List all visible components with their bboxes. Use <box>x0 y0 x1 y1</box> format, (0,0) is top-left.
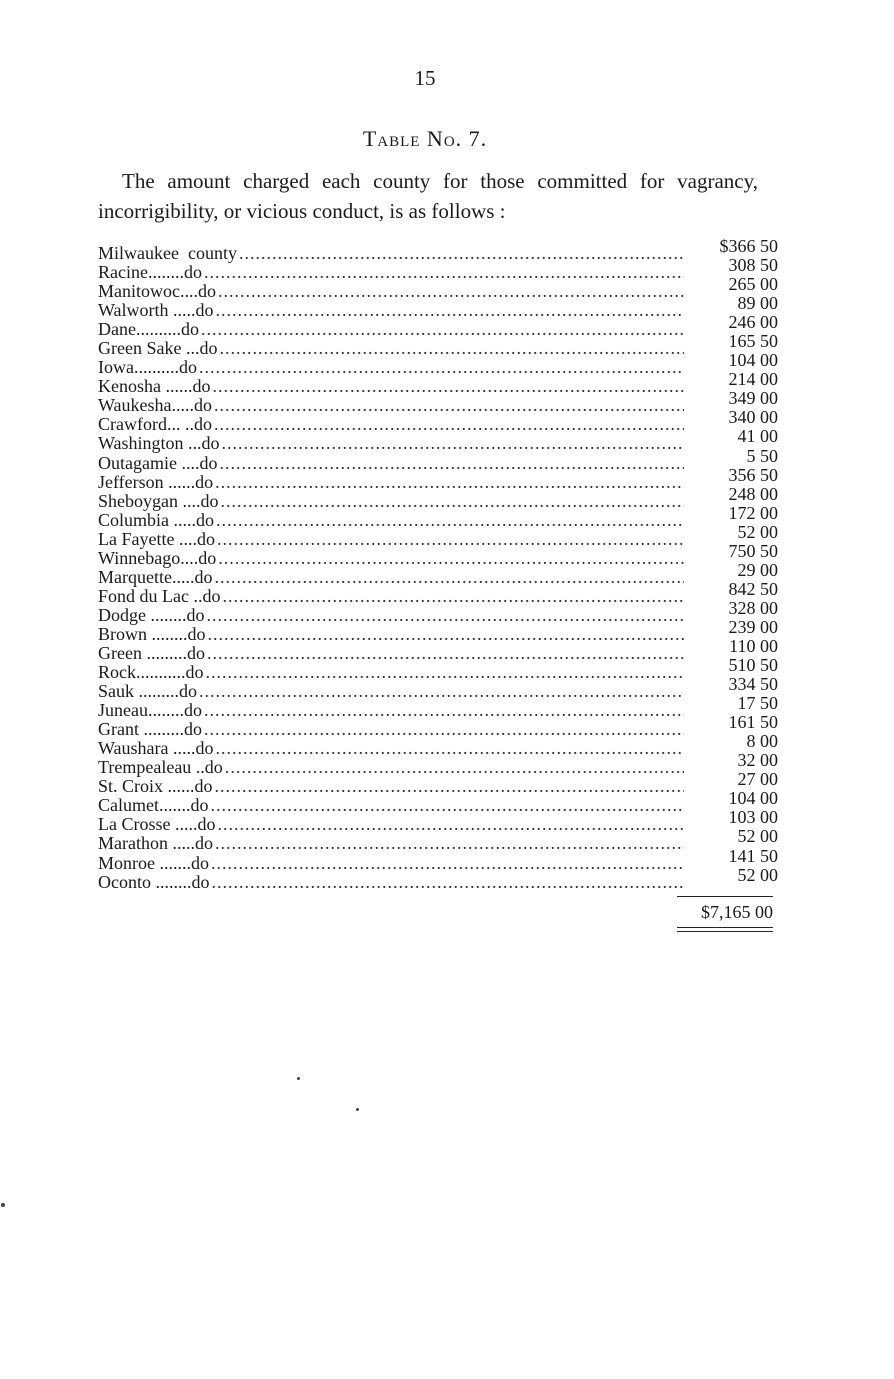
dot-leader <box>216 301 684 320</box>
charge-amount: 172 00 <box>728 502 778 523</box>
table-row <box>98 293 778 321</box>
charge-amount: 5 50 <box>746 445 778 466</box>
table-row <box>98 331 778 359</box>
table-row <box>98 807 778 835</box>
charge-amount: 510 50 <box>728 655 778 676</box>
county-name: La Crosse .....do <box>98 814 216 835</box>
county-name: Grant .........do <box>98 719 202 740</box>
dot-leader <box>212 873 685 892</box>
charge-amount: 41 00 <box>737 426 778 447</box>
county-name: Trempealeau ..do <box>98 757 223 778</box>
charge-amount: 104 00 <box>728 788 778 809</box>
charge-amount: 356 50 <box>728 464 778 485</box>
county-name: Kenosha ......do <box>98 376 211 397</box>
county-name: Dane..........do <box>98 319 199 340</box>
county-name: Washington ...do <box>98 433 220 454</box>
table-title: Table No. 7. <box>362 126 488 151</box>
county-name: Rock...........do <box>98 662 204 683</box>
charge-amount: 750 50 <box>728 540 778 561</box>
table-row <box>98 731 778 759</box>
dot-leader <box>211 854 684 873</box>
county-name: Waukesha.....do <box>98 395 213 416</box>
county-name: Crawford... ..do <box>98 414 212 435</box>
paper-speck <box>1 1203 5 1207</box>
county-name: St. Croix ......do <box>98 776 213 797</box>
dot-leader <box>207 644 684 663</box>
table-row <box>98 426 778 454</box>
dot-leader <box>225 758 684 777</box>
dot-leader <box>214 415 684 434</box>
dot-leader <box>215 834 684 853</box>
charge-amount: 17 50 <box>737 693 778 714</box>
table-row <box>98 559 778 587</box>
table-row <box>98 750 778 778</box>
table-row <box>98 635 778 663</box>
intro-paragraph: The amount charged each county for those committed for vagrancy, incorrigibility, or vicious conduct, is as follows : <box>98 169 758 223</box>
table-row <box>98 712 778 740</box>
total-rule <box>677 896 773 897</box>
dot-leader <box>207 606 685 625</box>
double-rule <box>677 927 773 932</box>
charge-amount: 340 00 <box>728 407 778 428</box>
dot-leader <box>221 492 685 511</box>
dot-leader <box>222 587 684 606</box>
charge-amount: 239 00 <box>728 616 778 637</box>
charge-amount: 246 00 <box>728 312 778 333</box>
charge-amount: 52 00 <box>737 521 778 542</box>
county-name: Green Sake ...do <box>98 338 218 359</box>
dot-leader <box>201 320 684 339</box>
dot-leader <box>214 396 684 415</box>
charge-amount: $366 50 <box>719 236 778 256</box>
dot-leader <box>211 796 685 815</box>
dot-leader <box>208 625 685 644</box>
county-charges-table <box>98 236 778 892</box>
county-name: Jefferson ......do <box>98 471 214 492</box>
county-name: Juneau........do <box>98 700 202 721</box>
dot-leader <box>204 720 684 739</box>
table-row <box>98 483 778 511</box>
table-row <box>98 826 778 854</box>
table-row <box>98 274 778 302</box>
table-row <box>98 788 778 816</box>
charge-amount: 328 00 <box>728 597 778 618</box>
dot-leader <box>199 358 684 377</box>
dot-leader <box>218 549 684 568</box>
table-row <box>98 502 778 530</box>
paper-speck <box>356 1108 359 1111</box>
dot-leader <box>204 263 684 282</box>
dot-leader <box>199 682 684 701</box>
county-name: Calumet.......do <box>98 795 209 816</box>
county-name: Walworth .....do <box>98 300 214 321</box>
dot-leader <box>206 663 685 682</box>
charge-amount: 308 50 <box>728 255 778 276</box>
dot-leader <box>218 282 684 301</box>
table-row <box>98 464 778 492</box>
charge-amount: 334 50 <box>728 674 778 695</box>
dot-leader <box>219 339 684 358</box>
charge-amount: 89 00 <box>737 293 778 314</box>
county-name: Green .........do <box>98 642 205 663</box>
county-name: Columbia .....do <box>98 509 214 530</box>
dot-leader <box>214 568 684 587</box>
table-row <box>98 369 778 397</box>
table-row <box>98 407 778 435</box>
county-name: Marathon .....do <box>98 833 213 854</box>
page-number: 15 <box>414 66 436 90</box>
county-name: Iowa..........do <box>98 357 197 378</box>
charge-amount: 103 00 <box>728 807 778 828</box>
county-name: Brown ........do <box>98 623 206 644</box>
charge-amount: 161 50 <box>728 712 778 733</box>
county-name: Dodge ........do <box>98 604 205 625</box>
county-name: Monroe .......do <box>98 852 209 873</box>
charge-amount: 265 00 <box>728 274 778 295</box>
dot-leader <box>216 511 684 530</box>
table-row <box>98 445 778 473</box>
dot-leader <box>217 815 684 834</box>
charge-amount: 104 00 <box>728 350 778 371</box>
county-name: Winnebago....do <box>98 547 217 568</box>
table-row <box>98 693 778 721</box>
table-row <box>98 578 778 606</box>
county-name: Outagamie ....do <box>98 452 218 473</box>
dot-leader <box>222 434 684 453</box>
charge-amount: 141 50 <box>728 845 778 866</box>
table-row <box>98 597 778 625</box>
table-row <box>98 655 778 683</box>
charge-amount: 165 50 <box>728 331 778 352</box>
county-name: La Fayette ....do <box>98 528 215 549</box>
county-name: Sheboygan ....do <box>98 490 219 511</box>
charge-amount: 27 00 <box>737 769 778 790</box>
county-name: Milwaukee county <box>98 243 237 263</box>
table-row <box>98 236 778 263</box>
dot-leader <box>217 530 684 549</box>
dot-leader <box>239 244 684 263</box>
charge-amount: 52 00 <box>737 826 778 847</box>
table-row <box>98 616 778 644</box>
table-row <box>98 864 778 892</box>
table-row <box>98 350 778 378</box>
charge-amount: 52 00 <box>737 864 778 885</box>
paper-speck <box>297 1077 300 1080</box>
dot-leader <box>216 739 684 758</box>
table-row <box>98 255 778 283</box>
dot-leader <box>215 777 684 796</box>
county-name: Oconto ........do <box>98 871 210 892</box>
charge-amount: 842 50 <box>728 578 778 599</box>
charge-amount: 248 00 <box>728 483 778 504</box>
dot-leader <box>212 377 684 396</box>
dot-leader <box>215 473 684 492</box>
charge-amount: 32 00 <box>737 750 778 771</box>
table-row <box>98 540 778 568</box>
charge-amount: 110 00 <box>729 635 778 656</box>
table-row <box>98 769 778 797</box>
county-name: Marquette.....do <box>98 566 213 587</box>
charge-amount: 29 00 <box>737 559 778 580</box>
table-row <box>98 312 778 340</box>
county-name: Manitowoc....do <box>98 281 216 302</box>
county-name: Fond du Lac ..do <box>98 585 221 606</box>
dot-leader <box>204 701 684 720</box>
county-name: Sauk .........do <box>98 681 197 702</box>
table-row <box>98 388 778 416</box>
charge-amount: 8 00 <box>746 731 778 752</box>
table-row <box>98 674 778 702</box>
county-name: Racine........do <box>98 262 202 283</box>
county-name: Waushara .....do <box>98 738 214 759</box>
total-amount: $7,165 00 <box>701 902 773 922</box>
charge-amount: 349 00 <box>728 388 778 409</box>
charge-amount: 214 00 <box>728 369 778 390</box>
dot-leader <box>219 454 684 473</box>
table-row <box>98 845 778 873</box>
table-row <box>98 521 778 549</box>
